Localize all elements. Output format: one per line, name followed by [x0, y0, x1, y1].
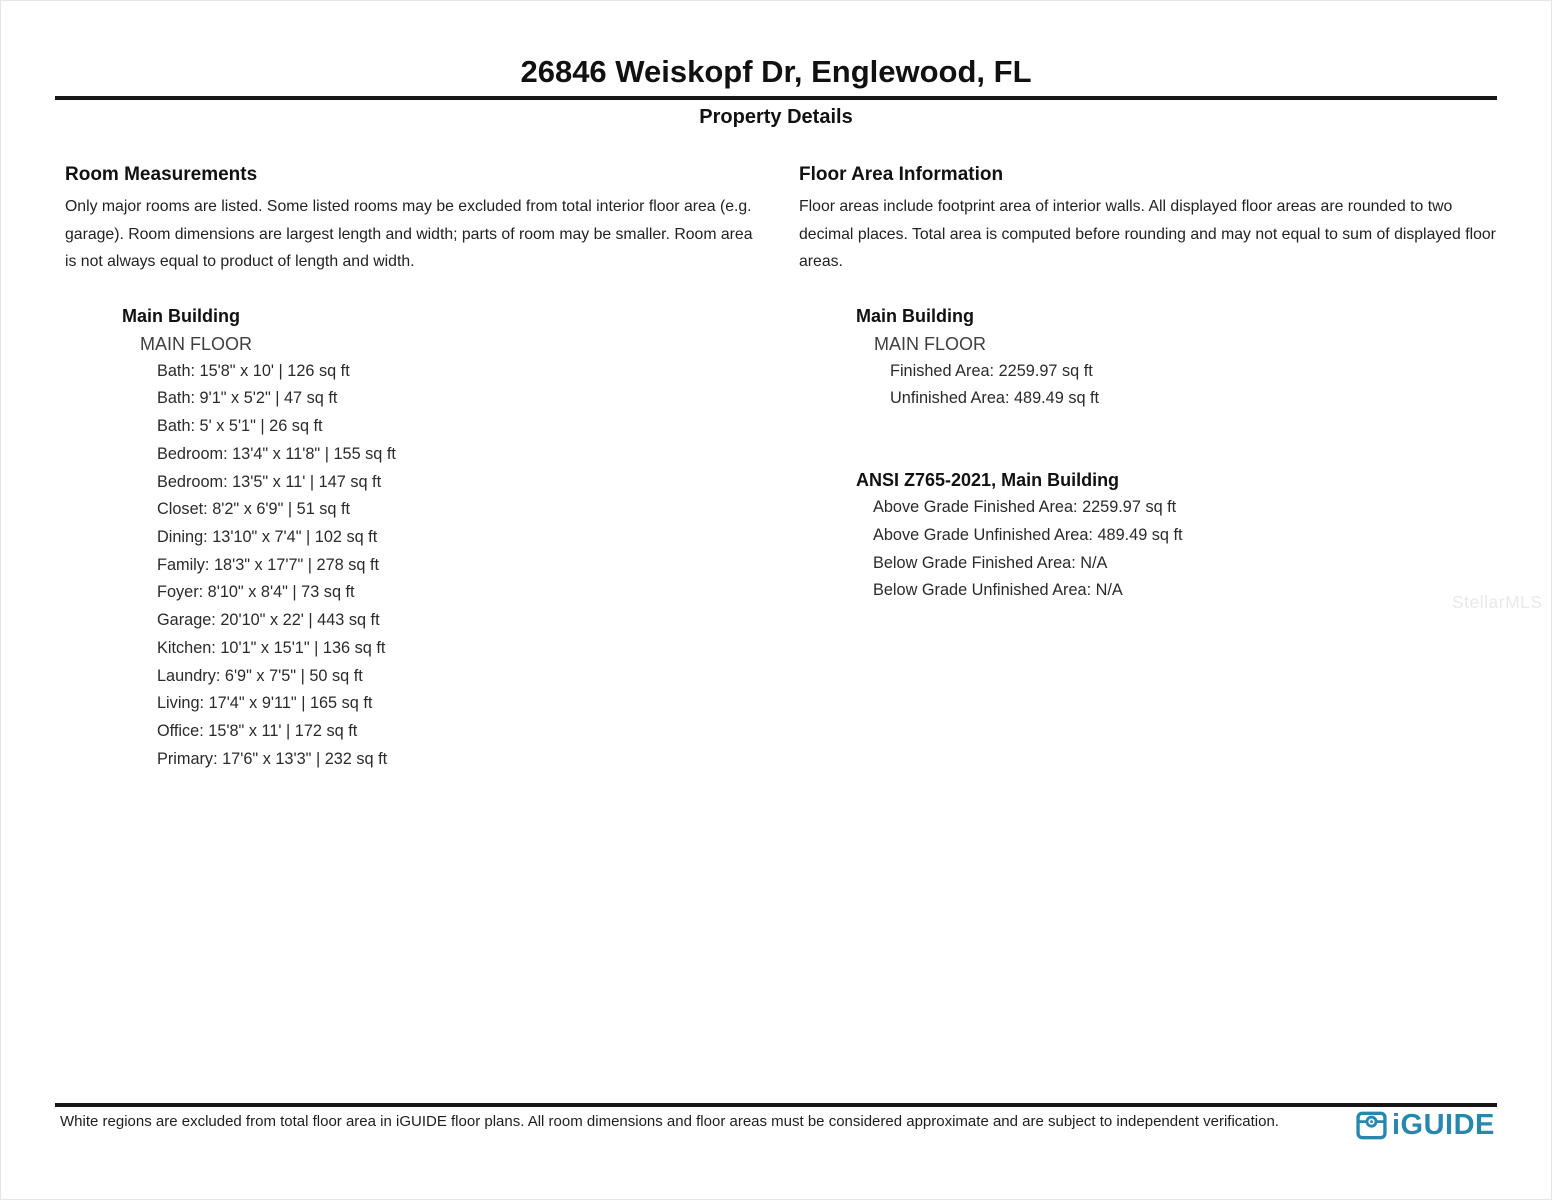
- area-item: Finished Area: 2259.97 sq ft: [890, 361, 1093, 380]
- ansi-item: Below Grade Unfinished Area: N/A: [873, 581, 1123, 600]
- iguide-logo-text: iGUIDE: [1392, 1109, 1495, 1141]
- floor-area-heading: Floor Area Information: [799, 164, 1004, 185]
- room-item: Dining: 13'10" x 7'4" | 102 sq ft: [157, 528, 378, 546]
- room-item: Living: 17'4" x 9'11" | 165 sq ft: [157, 694, 373, 713]
- floor-area-section: [799, 163, 1505, 605]
- floor-name: MAIN FLOOR: [140, 333, 253, 354]
- room-item: Bath: 15'8" x 10' | 126 sq ft: [157, 361, 350, 380]
- room-measurements-section: [65, 163, 763, 773]
- area-item: Unfinished Area: 489.49 sq ft: [890, 389, 1100, 408]
- floor-area-building-block: [799, 302, 1505, 413]
- room-item: Bath: 5' x 5'1" | 26 sq ft: [157, 417, 323, 436]
- ansi-heading: ANSI Z765-2021, Main Building: [856, 470, 1120, 491]
- room-item: Foyer: 8'10" x 8'4" | 73 sq ft: [157, 583, 355, 602]
- room-item: Bedroom: 13'5" x 11' | 147 sq ft: [157, 472, 382, 491]
- footer-divider: [55, 1103, 1497, 1107]
- iguide-logo: [1356, 1109, 1495, 1142]
- room-measurements-building-block: [65, 302, 763, 774]
- room-item: Family: 18'3" x 17'7" | 278 sq ft: [157, 555, 380, 574]
- ansi-item: Above Grade Unfinished Area: 489.49 sq ft: [873, 525, 1183, 544]
- page-title: 26846 Weiskopf Dr, Englewood, FL: [520, 54, 1032, 89]
- room-item: Closet: 8'2" x 6'9" | 51 sq ft: [157, 500, 351, 519]
- floor-area-description: Floor areas include footprint area of interior walls. All displayed floor areas are rounded to two decimal places. Total area is computed before rounding and may not equal to sum of displayed floor areas.: [799, 198, 1496, 271]
- building-name: Main Building: [122, 305, 240, 326]
- ansi-list: [873, 494, 1505, 605]
- ansi-block: [799, 466, 1505, 605]
- camera-icon: [1356, 1110, 1387, 1141]
- room-list: [157, 358, 763, 774]
- footer-disclaimer: White regions are excluded from total floor area in iGUIDE floor plans. All room dimensions and floor areas must be considered approximate and are subject to independent verification.: [60, 1113, 1279, 1130]
- room-item: Kitchen: 10'1" x 15'1" | 136 sq ft: [157, 638, 386, 657]
- room-item: Garage: 20'10" x 22' | 443 sq ft: [157, 611, 380, 630]
- header-divider: [55, 96, 1497, 100]
- room-item: Office: 15'8" x 11' | 172 sq ft: [157, 721, 358, 740]
- building-name: Main Building: [856, 305, 974, 326]
- stellar-mls-watermark: StellarMLS: [1452, 592, 1543, 612]
- room-item: Bath: 9'1" x 5'2" | 47 sq ft: [157, 389, 338, 408]
- room-measurements-heading: Room Measurements: [65, 164, 258, 185]
- floor-name: MAIN FLOOR: [874, 333, 987, 354]
- room-item: Primary: 17'6" x 13'3" | 232 sq ft: [157, 749, 388, 768]
- ansi-item: Below Grade Finished Area: N/A: [873, 553, 1108, 572]
- page-subtitle: Property Details: [699, 106, 853, 128]
- ansi-item: Above Grade Finished Area: 2259.97 sq ft: [873, 498, 1177, 517]
- room-item: Laundry: 6'9" x 7'5" | 50 sq ft: [157, 666, 363, 685]
- room-item: Bedroom: 13'4" x 11'8" | 155 sq ft: [157, 444, 396, 463]
- area-list: [890, 358, 1505, 413]
- room-measurements-description: Only major rooms are listed. Some listed rooms may be excluded from total interior floor area (e.g. garage). Room dimensions are largest length and width; parts of room may be smaller. Room area is not always equal to product of length and width.: [65, 198, 753, 271]
